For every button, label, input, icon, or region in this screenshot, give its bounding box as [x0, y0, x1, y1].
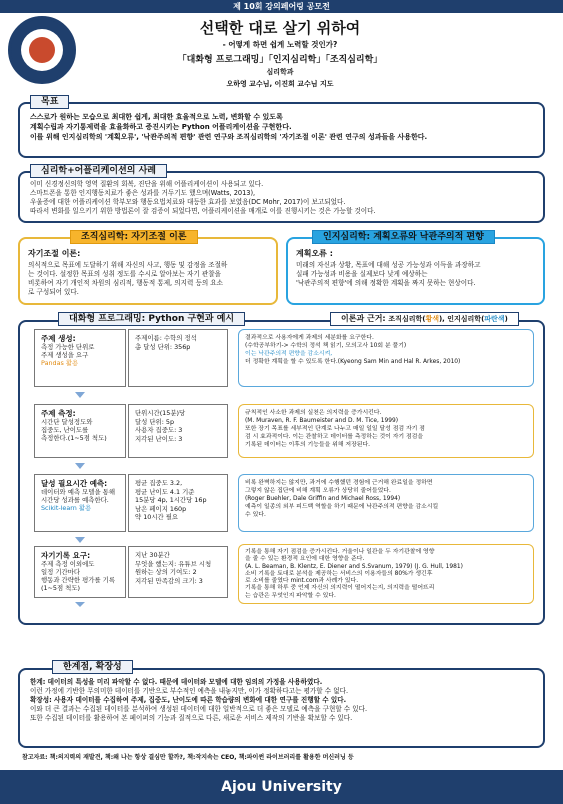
poster-dept: 심리학과	[266, 68, 294, 76]
limits-line-3: 확장성: 사용자 데이터를 수집하여 주제, 집중도, 난이도에 따른 학습량의 변화에 대한 연구를 진행할 수 있다.	[30, 696, 347, 704]
row-topic-create-example: 주제이름: 수학의 정석 총 달성 단위: 356p	[128, 329, 228, 387]
cases-line-1: 이미 신경정신의학 영역 질환의 회복, 진단을 위해 어플리케이션이 사용되고 있다.	[30, 180, 264, 188]
row-time-predict-example: 평균 집중도 3.2, 평균 난이도 4.1 기준 15분당 4p, 1시간당 16p 남은 페이지 160p 약 10시간 필요	[128, 474, 228, 532]
limits-line-4: 이와 더 큰 결과는 수집된 데이터를 분석하여 생성된 데이터에 대한 일반적으로 더 좋은 모델로 예측을 구현할 수 있다.	[30, 705, 368, 713]
poster-subjects: 「대화형 프로그래밍」「인지심리학」「조직심리학」	[177, 55, 383, 65]
down-arrow-icon	[75, 463, 85, 469]
row-topic-measure-example: 단위시간(15분)당 달성 단위: 5p 사용자 집중도: 3 지각된 난이도: 3	[128, 404, 228, 458]
row-topic-measure-label: 주제 측정: 시간단 달성정도와 집중도, 난이도를 측정한다.(1~5점 척도)	[34, 404, 126, 458]
row-time-predict-label: 달성 필요시간 예측: 데이터와 예측 모델을 통해 시간당 성과를 예측한다. Scikit-learn 활용	[34, 474, 126, 532]
org-line-4: 로 구성되어 있다.	[28, 288, 79, 296]
cog-heading: 계획오류 :	[296, 249, 333, 258]
cog-line-1: 미래의 자신과 상황, 목표에 대해 성공 가능성과 이득을 과장하고	[296, 261, 481, 269]
cases-box	[18, 171, 545, 223]
goal-line-3: 이를 위해 인지심리학의 '계획오류', '낙관주의적 편향' 관련 연구와 조직심리학의 '자기조절 이론' 관련 연구의 성과들을 사용한다.	[30, 133, 428, 141]
python-tag: 대화형 프로그래밍: Python 구현과 예시	[58, 312, 245, 326]
org-line-1: 의식적으로 목표에 도달하기 위해 자신의 사고, 행동 및 감정을 조절하	[28, 261, 228, 269]
limits-line-2: 이런 가정에 기반한 무의미한 데이터를 기반으로 부수적인 예측을 내놓지만, 이가 정확하다고는 평가할 수 없다.	[30, 687, 349, 695]
row-topic-measure-theory: 규칙적인 사소한 과제의 실천은 의지력을 증가시킨다. (M. Muraven, R. F. Baumeister and D. M. Tice, 1999) 또한 장기 목표를 세부적인 단계로 나누고 매일 일일 달성 점검 자기 점 검 시 효과적이다. 이는 관찰하고 데이터를 측정하는 것이 자기 점검을 기록된 데이터는 이후의 기능들을 위해 저장된다.	[238, 404, 534, 458]
cog-line-3: '낙관주의적 편향'에 의해 정확한 계획을 짜지 못하는 현상이다.	[296, 279, 476, 287]
theory-tag: 이론과 근거: 조직심리학(황색), 인지심리학(파란색)	[330, 312, 519, 326]
row-topic-create-theory: 결과적으로 사용자에게 과제의 세분화를 요구한다. (수학공부하기-> 수학의 정석 책 읽기, 모의고사 10회 분 풀기) 이는 낙관주의적 편향을 감소시켜, 더 정확한 계획을 할 수 있도록 한다.(Kyeong Sam Min and Hal R. Arkes, 2010)	[238, 329, 534, 387]
poster-subtitle: - 어떻게 하면 쉽게 노력할 것인가?	[222, 40, 338, 49]
cog-box	[286, 237, 545, 305]
cog-line-2: 실패 가능성과 비용을 실제보다 낮게 예상하는	[296, 270, 428, 278]
org-heading: 자기조절 이론:	[28, 249, 81, 258]
row-time-predict-theory: 비록 완벽하지는 않지만, 과거에 수행했던 경험에 근거해 완료일을 정하면 그렇지 않은 집단에 비해 계획 오류가 상당히 줄어들었다. (Roger Buehler, Dale Griffin and Michael Ross, 1994) 예측이 일종의 외부 피드백 역할을 하기 때문에 낙관주의적 편향을 감소시킬 수 있다.	[238, 474, 534, 532]
cog-tag: 인지심리학: 계획오류와 낙관주의적 편향	[312, 230, 495, 244]
org-line-3: 비롯하여 자기 개인적 차원의 심리적, 행동적 통제, 의지력 등의 요소	[28, 279, 224, 287]
university-seal-logo	[8, 16, 76, 84]
references: 참고자료: 책:의지력의 재발견, 책:왜 나는 항상 결심만 할까?, 책:작지속는 CEO, 책:파이썬 라이브러리를 활용한 머신러닝 등	[22, 754, 354, 761]
limits-line-1: 한계: 데이터의 특성을 미리 파악할 수 없다. 때문에 데이터와 모델에 대한 임의의 가정을 사용하였다.	[30, 678, 323, 686]
limits-box	[18, 668, 545, 748]
footer-university: Ajou University	[0, 770, 563, 804]
org-tag: 조직심리학: 자기조절 이론	[70, 230, 198, 244]
limits-line-5: 또한 수집된 데이터를 활용하여 본 페이퍼의 기능과 질적으로 다른, 새로운 서비스 제작의 기반을 확보할 수 있다.	[30, 714, 353, 722]
cases-line-3: 우울증에 대한 어플리케이션 학부모와 행동요법치료와 대등한 효과를 보였음(DC Mohr, 2017)이 보고되었다.	[30, 198, 346, 206]
org-box	[18, 237, 278, 305]
poster-title: 선택한 대로 살기 위하여	[199, 19, 361, 37]
poster-header	[80, 17, 480, 89]
row-self-record-example: 지난 30분간 무엇을 했는지: 유튜브 시청 원하는 상의 기여도: 2 지각된 만족감의 크기: 3	[128, 546, 228, 598]
row-self-record-label: 자기기록 요구: 주제 측정 이외에도 일정 기간마다 행동과 간략한 평가를 기록 (1~5점 척도)	[34, 546, 126, 598]
cases-line-4: 따라서 변화를 일으키기 위한 방법론이 잘 검증이 되었다면, 어플리케이션을 매개로 이를 진행시키는 것은 가능할 것이다.	[30, 207, 376, 215]
goal-line-2: 계획수립과 자기통제력을 효율화하고 증진시키는 Python 어플리케이션을 구현한다.	[30, 123, 292, 131]
cases-line-2: 스마트폰을 통한 인지행동치료가 좋은 성과를 거두기도 했으며(Watts, 2013),	[30, 189, 256, 197]
row-topic-create-label: 주제 생성: 측정 가능한 단위로 주제 생성을 요구 Pandas 활용	[34, 329, 126, 387]
down-arrow-icon	[75, 537, 85, 543]
row-self-record-theory: 기록을 통해 자기 점검을 증가시킨다. 거울이나 일관을 두 자기관찰에 영향 을 줄 수 있는 환경적 요인에 대한 영향을 준다. (A. L. Beaman, B. Klentz, E. Diener and S.Svanum, 1979) (J. G. Hull, 1981) 소비 기록을 토대로 분석을 제공하는 서비스의 이용자들의 80%가 생긴후 로 소비를 줄였다 mint.com과 사례가 있다. 기록을 통해 하루 중 언제 자신의 의지력이 떨어지는지, 의지력을 떨어뜨리 는 습관은 무엇인지 파악할 수 있다.	[238, 544, 534, 604]
down-arrow-icon	[75, 392, 85, 398]
poster-authors: 오하영 교수님, 이진희 교수님 지도	[226, 80, 334, 88]
goal-line-1: 스스로가 원하는 모습으로 최대한 쉽게, 최대한 효율적으로 노력, 변화할 수 있도록	[30, 113, 283, 121]
limits-tag: 한계점, 확장성	[52, 660, 133, 674]
contest-banner: 제 10회 강의페어링 공모전	[0, 0, 563, 13]
goal-box	[18, 102, 545, 158]
row-data-stats-label	[34, 609, 126, 621]
goal-tag: 목표	[30, 95, 69, 109]
cases-tag: 심리학+어플리케이션의 사례	[30, 164, 167, 178]
down-arrow-icon	[75, 602, 85, 607]
org-line-2: 는 것이다. 설정한 목표의 성취 정도를 수시로 알아보는 자기 관찰을	[28, 270, 221, 278]
